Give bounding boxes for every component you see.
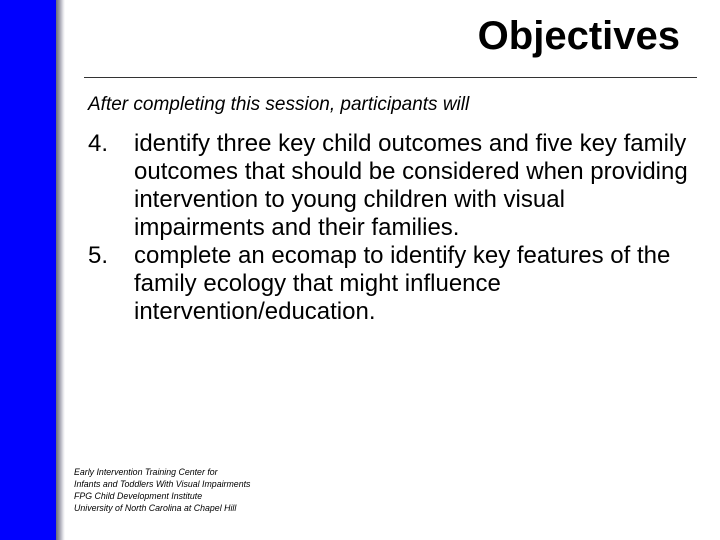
objective-item [88, 130, 698, 242]
footer-line: Infants and Toddlers With Visual Impairments [74, 479, 251, 489]
objectives-list [88, 130, 698, 326]
footer-line: University of North Carolina at Chapel Hill [74, 503, 237, 513]
title-divider [84, 77, 697, 78]
objective-text: complete an ecomap to identify key features of the family ecology that might influence intervention/education. [134, 242, 671, 325]
footer-line: Early Intervention Training Center for [74, 467, 218, 477]
intro-text: After completing this session, participants will [88, 94, 470, 115]
footer-line: FPG Child Development Institute [74, 491, 203, 501]
slide-title: Objectives [477, 14, 680, 58]
objective-number: 5. [88, 242, 109, 269]
objective-number: 4. [88, 130, 109, 157]
objective-text: identify three key child outcomes and five key family outcomes that should be considered when providing intervention to young children with visual impairments and their families. [134, 130, 688, 241]
objective-item [88, 242, 698, 326]
side-bar-shadow [56, 0, 65, 540]
blue-side-bar [0, 0, 56, 540]
footer-credits [74, 466, 250, 514]
